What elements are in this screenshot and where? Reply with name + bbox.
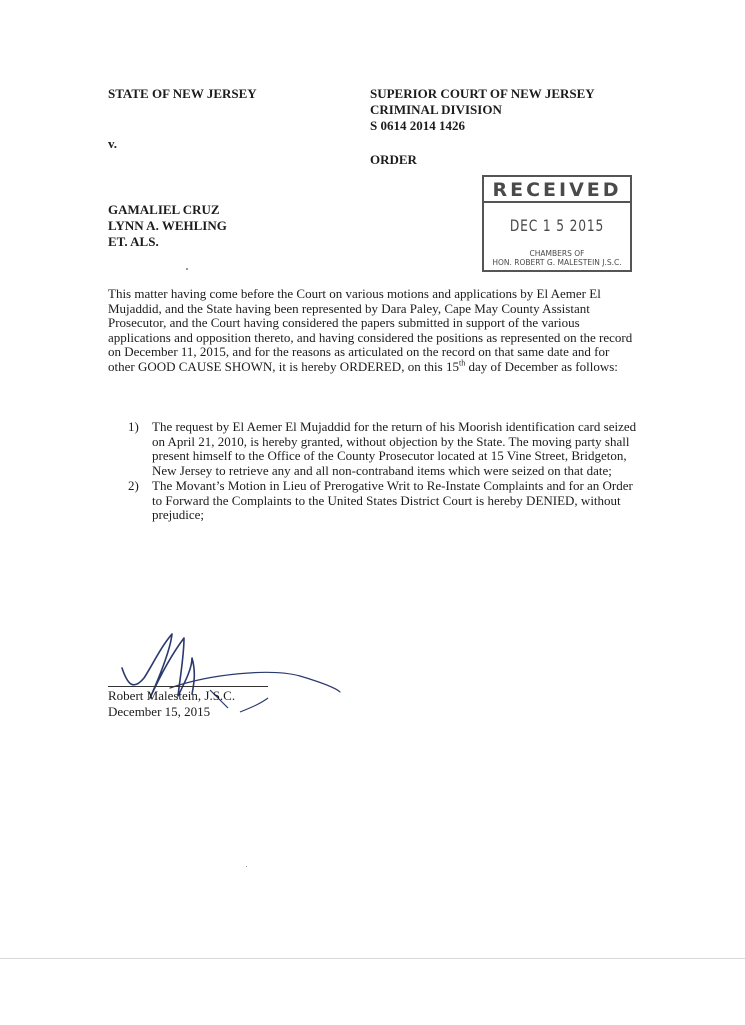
signature-date: December 15, 2015	[108, 704, 211, 719]
item-number: 2)	[128, 478, 139, 493]
received-stamp	[482, 175, 632, 272]
court-division: CRIMINAL DIVISION	[370, 102, 502, 117]
court-caption	[370, 86, 700, 134]
paragraph-text: This matter having come before the Court on various motions and applications by El Aemer El Mujaddid, and the State having been represented by Dara Paley, Cape May County Assistant Prosecutor, and the Court having considered the papers submitted in support of the various applications and opposition thereto, and having considered the positions as represented on the record on December 11, 2015, and for the reasons as articulated on the record on that same date and for other GOOD CAUSE SHOWN, it is hereby ORDERED, on this 15	[108, 286, 633, 374]
order-item	[128, 479, 638, 523]
scan-speck	[246, 866, 247, 867]
versus-label: v.	[108, 136, 118, 151]
court-name: SUPERIOR COURT OF NEW JERSEY	[370, 86, 595, 101]
item-number: 1)	[128, 419, 139, 434]
ordinal-suffix: th	[458, 358, 466, 368]
stamp-chambers: CHAMBERS OF	[529, 249, 585, 258]
judge-name: Robert Malestein, J.S.C.	[108, 688, 236, 703]
paragraph-text-end: day of December as follows:	[465, 358, 618, 374]
defendants-list	[108, 202, 358, 250]
item-text: The request by El Aemer El Mujaddid for the return of his Moorish identification card seized on April 21, 2010, is hereby granted, without objection by the State. The moving party shall present himself to the Office of the County Prosecutor located at 15 Vine Street, Bridgeton, New Jersey to retrieve any and all non-contraband items which were seized on that date;	[152, 419, 637, 478]
stamp-date: DEC 1 5 2015	[509, 216, 605, 235]
plaintiff-caption: STATE OF NEW JERSEY	[108, 86, 257, 101]
defendant-name: LYNN A. WEHLING	[108, 218, 227, 233]
order-paragraph	[108, 287, 635, 374]
defendant-name: ET. ALS.	[108, 234, 159, 249]
stamp-judge: HON. ROBERT G. MALESTEIN J.S.C.	[492, 258, 622, 267]
item-text: The Movant’s Motion in Lieu of Prerogative Writ to Re-Instate Complaints and for an Order to Forward the Complaints to the United States District Court is hereby DENIED, without prejudice;	[152, 478, 633, 522]
order-item	[128, 420, 638, 478]
docket-number: S 0614 2014 1426	[370, 118, 465, 133]
defendant-name: GAMALIEL CRUZ	[108, 202, 220, 217]
scan-bottom-edge	[0, 958, 745, 1025]
stamp-heading: RECEIVED	[484, 177, 630, 203]
order-items	[128, 420, 638, 524]
scan-speck	[186, 268, 188, 270]
signature-line	[108, 686, 268, 687]
document-type: ORDER	[370, 152, 417, 167]
